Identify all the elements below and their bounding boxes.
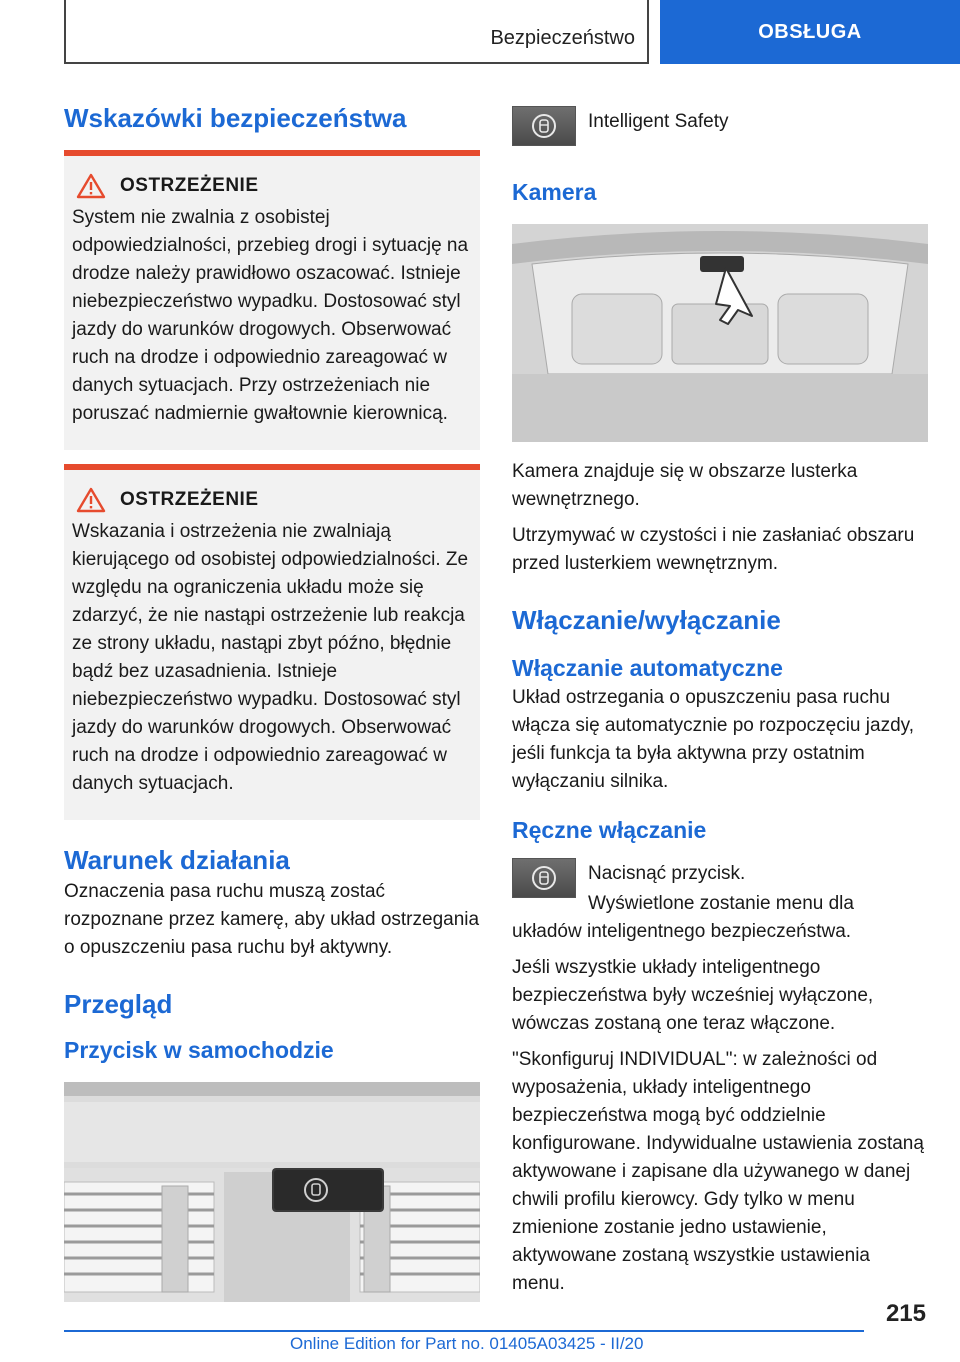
warning-box-1 — [64, 150, 480, 450]
dashboard-drawing — [64, 1082, 480, 1302]
windshield-drawing — [512, 224, 928, 442]
camera-title: Kamera — [512, 179, 597, 205]
warning-text: System nie zwalnia z osobistej odpowiedzialności, przebieg drogi i sytuację na drodze należy prawidłowo oszacować. Istnieje niebezpieczeństwo wypadku. Dostosować styl jazdy do warunków drogowych. Obserwować ruch na drodze i odpowiednio zareagować w danych sytuacjach. Przy ostrzeżeniach nie poruszać nadmiernie gwałtownie kierownicą. — [72, 207, 469, 424]
manual-text-2: Jeśli wszystkie układy inteligentnego bezpieczeństwa były wcześniej wyłączone, wówczas zostaną one teraz włączone. — [512, 957, 874, 1034]
warning-label: OSTRZEŻENIE — [120, 489, 259, 510]
auto-on-title: Włączanie automatyczne — [512, 655, 783, 681]
manual-on-title: Ręczne włączanie — [512, 817, 707, 843]
onoff-title: Włączanie/wyłączanie — [512, 605, 781, 635]
intelligent-safety-row — [512, 106, 928, 146]
camera-text-2: Utrzymywać w czystości i nie zasłaniać obszaru przed lusterkiem wewnętrznym. — [512, 525, 915, 574]
footer-edition: Online Edition for Part no. 01405A03425 - II/20 — [290, 1334, 644, 1353]
condition-text: Oznaczenia pasa ruchu muszą zostać rozpoznane przez kamerę, aby układ ostrzegania o opuszczeniu pasa ruchu był aktywny. — [64, 881, 480, 958]
warning-text: Wskazania i ostrzeżenia nie zwalniają kierującego od osobistej odpowiedzialności. Ze względu na ograniczenia układu może się zdarzyć, że nie nastąpi ostrzeżenie lub reakcja ze strony układu, nastąpi zbyt późno, błędnie bądź bez uzasadnienia. Istnieje niebezpieczeństwo wypadku. Dostosować styl jazdy do warunków drogowych. Obserwować ruch na drodze i odpowiednio zareagować w danych sytuacjach. — [72, 521, 469, 794]
warning-triangle-icon — [76, 487, 106, 513]
button-caption: Intelligent Safety — [588, 111, 729, 132]
intelligent-safety-button-icon — [512, 106, 576, 146]
camera-text-1: Kamera znajduje się w obszarze lusterka wewnętrznego. — [512, 461, 858, 510]
header-section-title: Bezpieczeństwo — [490, 27, 635, 49]
safety-title: Wskazówki bezpieczeństwa — [64, 103, 407, 133]
auto-on-text: Układ ostrzegania o opuszczeniu pasa ruchu włącza się automatycznie po rozpoczęciu jazdy, jeśli funkcja ta była aktywna przy ostatnim wyłączaniu silnika. — [512, 687, 915, 792]
warning-triangle-icon — [76, 173, 106, 199]
manual-step: Nacisnąć przycisk. — [588, 863, 746, 884]
camera-illustration — [512, 224, 928, 442]
header-chapter-tab[interactable] — [660, 0, 960, 64]
overview-title: Przegląd — [64, 989, 173, 1019]
manual-text-1: Wyświetlone zostanie menu dla układów inteligentnego bezpieczeństwa. — [512, 893, 854, 942]
warning-label: OSTRZEŻENIE — [120, 175, 259, 196]
condition-title: Warunek działania — [64, 845, 290, 875]
warning-box-2 — [64, 464, 480, 820]
page-header — [0, 0, 960, 66]
footer-divider — [64, 1330, 864, 1332]
page-number: 215 — [885, 1300, 926, 1327]
header-section-box — [64, 0, 649, 64]
header-chapter-label: OBSŁUGA — [758, 20, 862, 43]
intelligent-safety-button-icon — [512, 858, 576, 898]
button-in-car-title: Przycisk w samochodzie — [64, 1037, 334, 1063]
dashboard-button-illustration — [64, 1082, 480, 1302]
left-column — [64, 100, 480, 1302]
right-column — [512, 100, 928, 1298]
manual-text-3: "Skonfiguruj INDIVIDUAL": w zależności od wyposażenia, układy inteligentnego bezpieczeństwa mogą być oddzielnie konfigurowane. Indywidualne ustawienia zostaną aktywowane i zapisane dla używanego w danej chwili profilu kierowcy. Gdy tylko w menu zmienione zostanie jedno ustawienie, aktywowane zostaną wszystkie ustawienia menu. — [512, 1049, 924, 1294]
